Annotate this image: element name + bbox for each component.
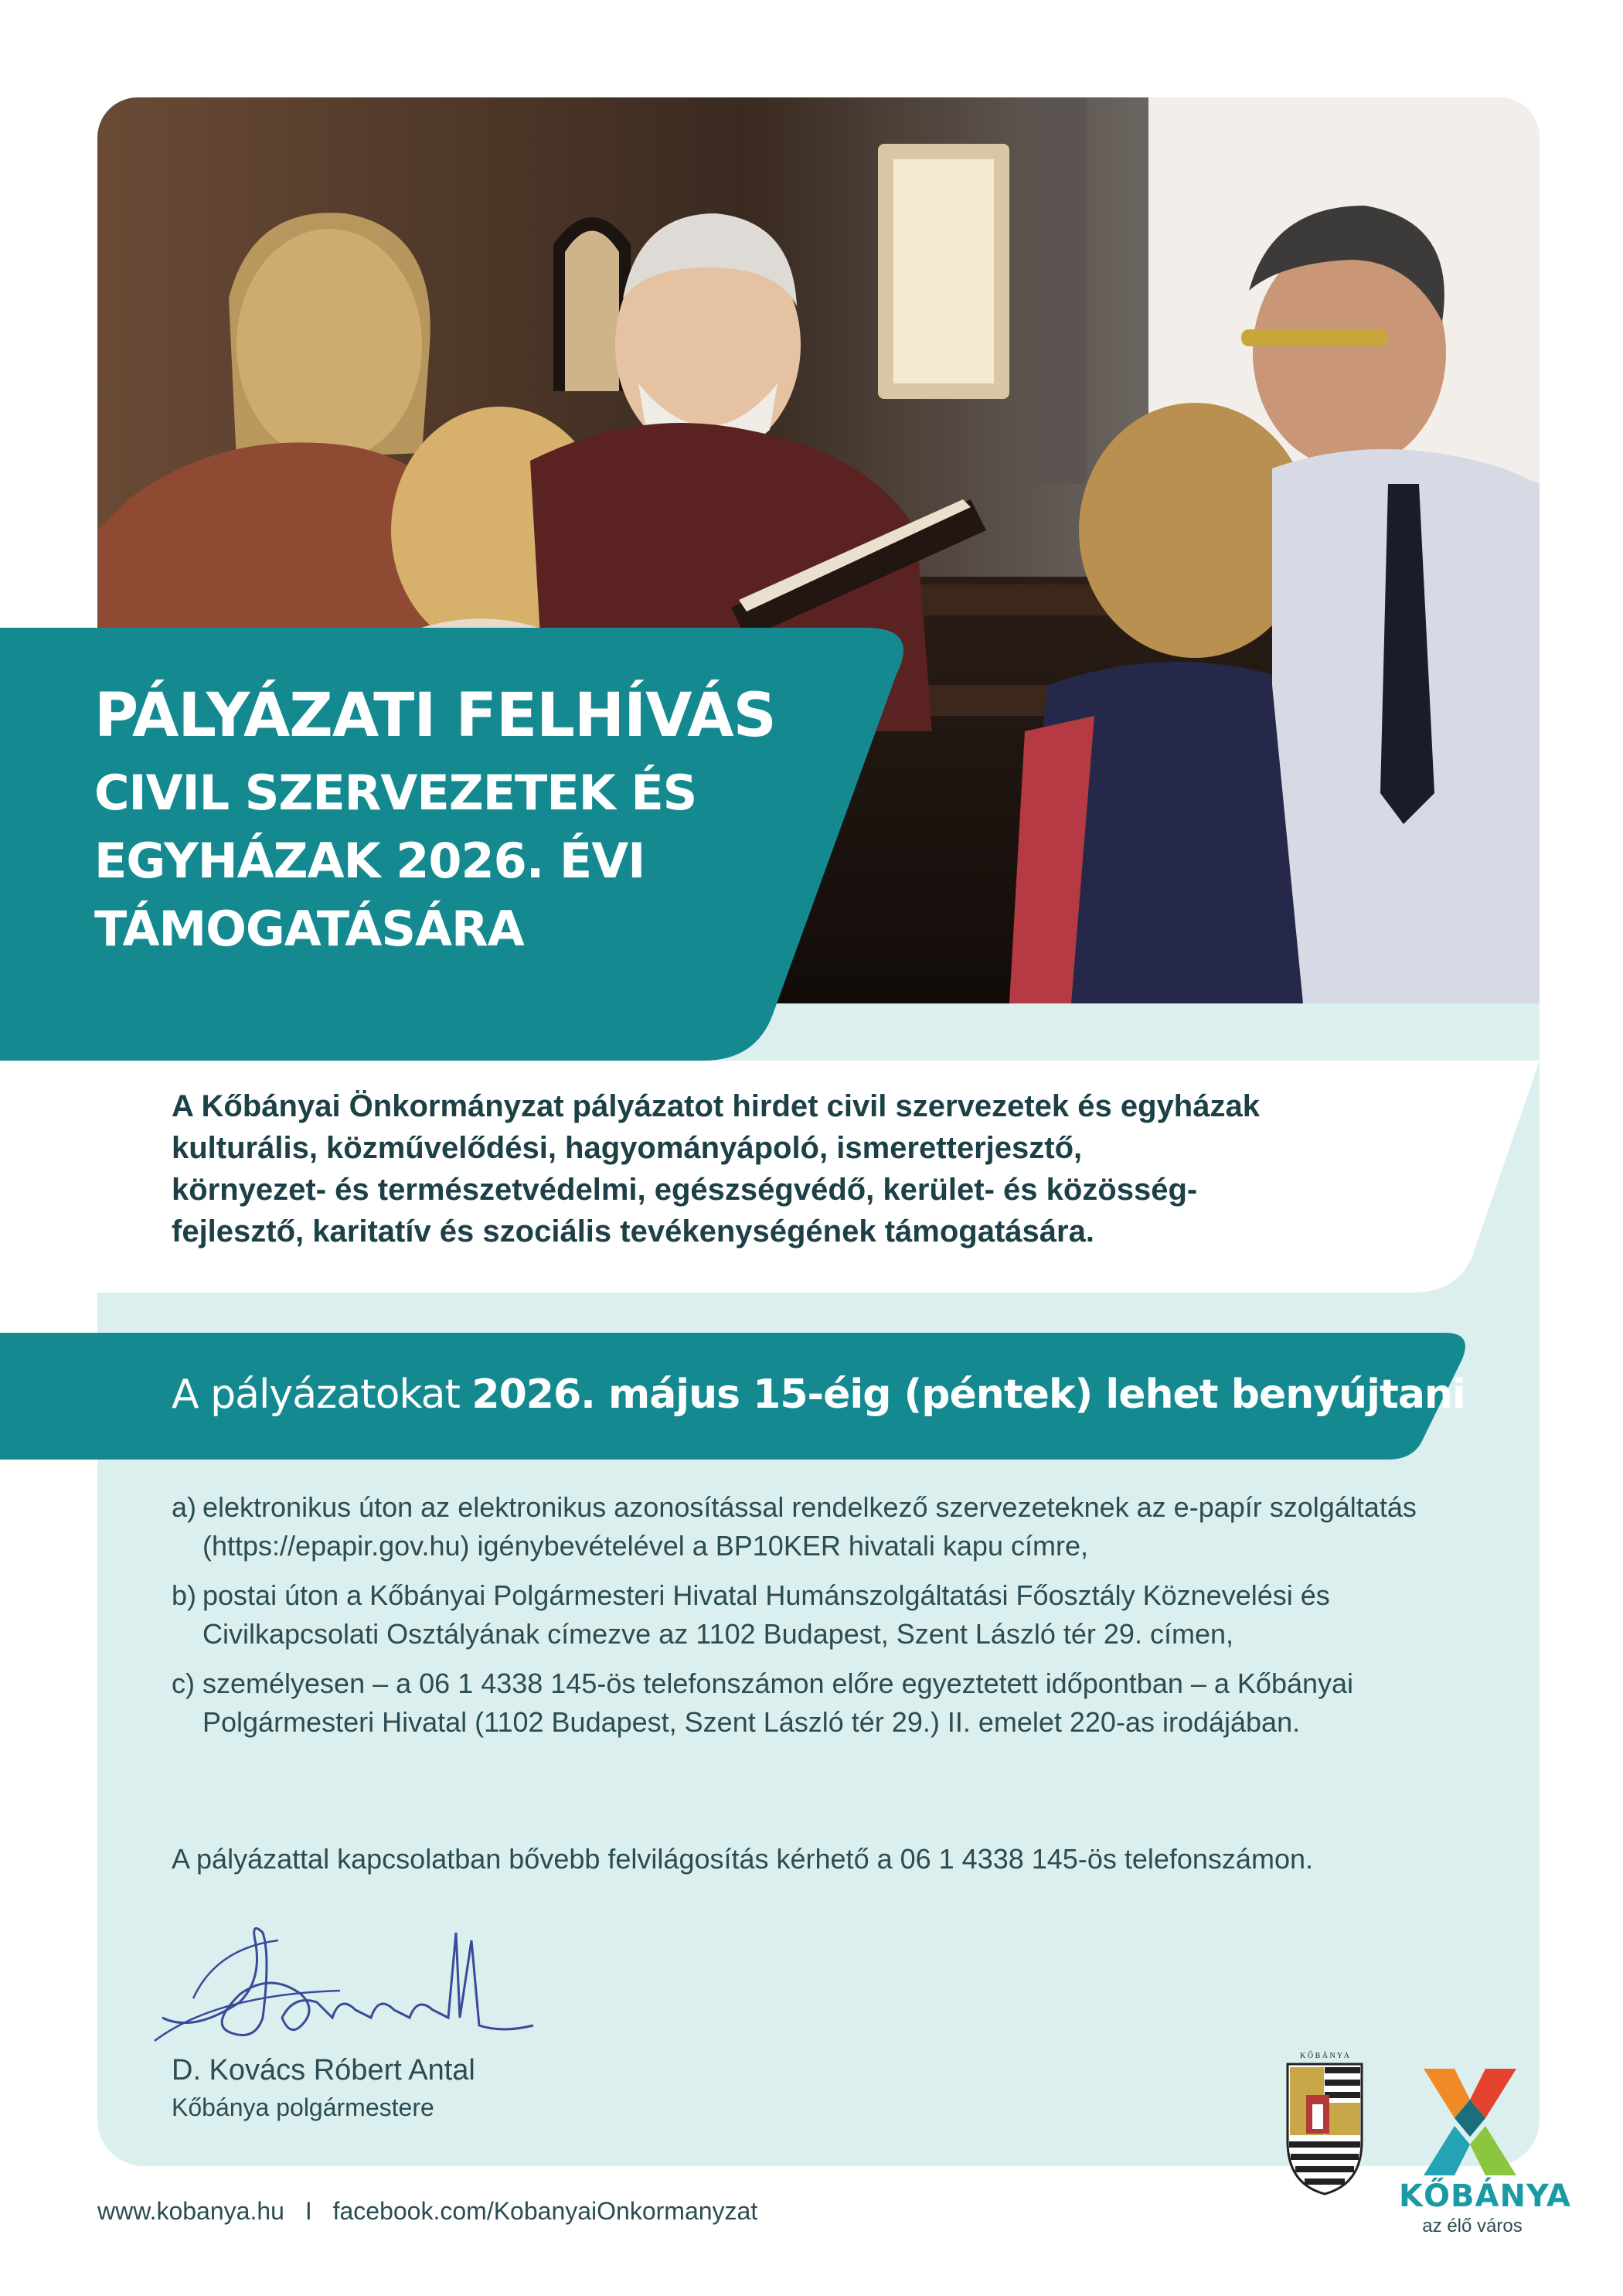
intro-line: környezet- és természetvédelmi, egészségvédő, kerület- és közösség- [172, 1173, 1198, 1207]
list-item-text: személyesen – a 06 1 4338 145-ös telefonszámon előre egyeztetett időpontban – a Kőbányai Polgármesteri Hivatal (1102 Budapest, Szent László tér 29.) II. emelet 220-as irodájában. [202, 1667, 1354, 1738]
deadline-date: 2026. május 15-éig (péntek) lehet benyújtani [471, 1371, 1465, 1418]
crest-text: K Ő B Á N Y A [1300, 2052, 1349, 2060]
list-item [172, 1576, 1501, 1654]
deadline-prefix: A pályázatokat [172, 1371, 460, 1418]
submission-methods-list [172, 1488, 1501, 1753]
district-crest [1283, 2049, 1366, 2196]
list-item-text: postai úton a Kőbányai Polgármesteri Hivatal Humánszolgáltatási Főosztály Köznevelési és Civilkapcsolati Osztályának címezve az 1102 Budapest, Szent László tér 29. címen, [202, 1579, 1330, 1650]
signature-image [147, 1909, 549, 2049]
facebook-link[interactable]: facebook.com/KobanyaiOnkormanyzat [332, 2197, 758, 2225]
list-item [172, 1488, 1501, 1565]
page-title: PÁLYÁZATI FELHÍVÁS [94, 681, 776, 751]
kobanya-logo [1419, 2064, 1521, 2180]
deadline-text [172, 1367, 1465, 1422]
title-subtitle-line: EGYHÁZAK 2026. ÉVI [94, 833, 645, 889]
intro-line: A Kőbányai Önkormányzat pályázatot hirdet civil szervezetek és egyházak [172, 1089, 1260, 1123]
list-item-text: elektronikus úton az elektronikus azonosítással rendelkező szervezeteknek az e-papír szolgáltatás (https://epapir.gov.hu) igénybevételével a BP10KER hivatali kapu címre, [202, 1491, 1417, 1562]
intro-line: kulturális, közművelődési, hagyományápoló, ismeretterjesztő, [172, 1131, 1083, 1165]
brand-tagline: az élő város [1422, 2216, 1523, 2236]
title-subtitle-line: CIVIL SZERVEZETEK ÉS [94, 765, 697, 821]
brand-name: KŐBÁNYA [1399, 2178, 1572, 2214]
more-info-text: A pályázattal kapcsolatban bővebb felvilágosítás kérhető a 06 1 4338 145-ös telefonszámon. [172, 1843, 1313, 1875]
website-link[interactable]: www.kobanya.hu [97, 2197, 284, 2225]
list-marker: c) [172, 1667, 195, 1699]
list-item [172, 1664, 1501, 1742]
footer-separator: I [305, 2197, 312, 2225]
intro-paragraph [172, 1085, 1439, 1252]
list-marker: a) [172, 1491, 197, 1523]
list-marker: b) [172, 1579, 197, 1611]
footer [97, 2194, 757, 2228]
signatory-title: Kőbánya polgármestere [172, 2093, 434, 2121]
intro-line: fejlesztő, karitatív és szociális tevékenységének támogatására. [172, 1214, 1094, 1248]
signatory-name: D. Kovács Róbert Antal [172, 2054, 475, 2086]
title-subtitle-line: TÁMOGATÁSÁRA [94, 901, 524, 957]
title-block [94, 680, 867, 963]
